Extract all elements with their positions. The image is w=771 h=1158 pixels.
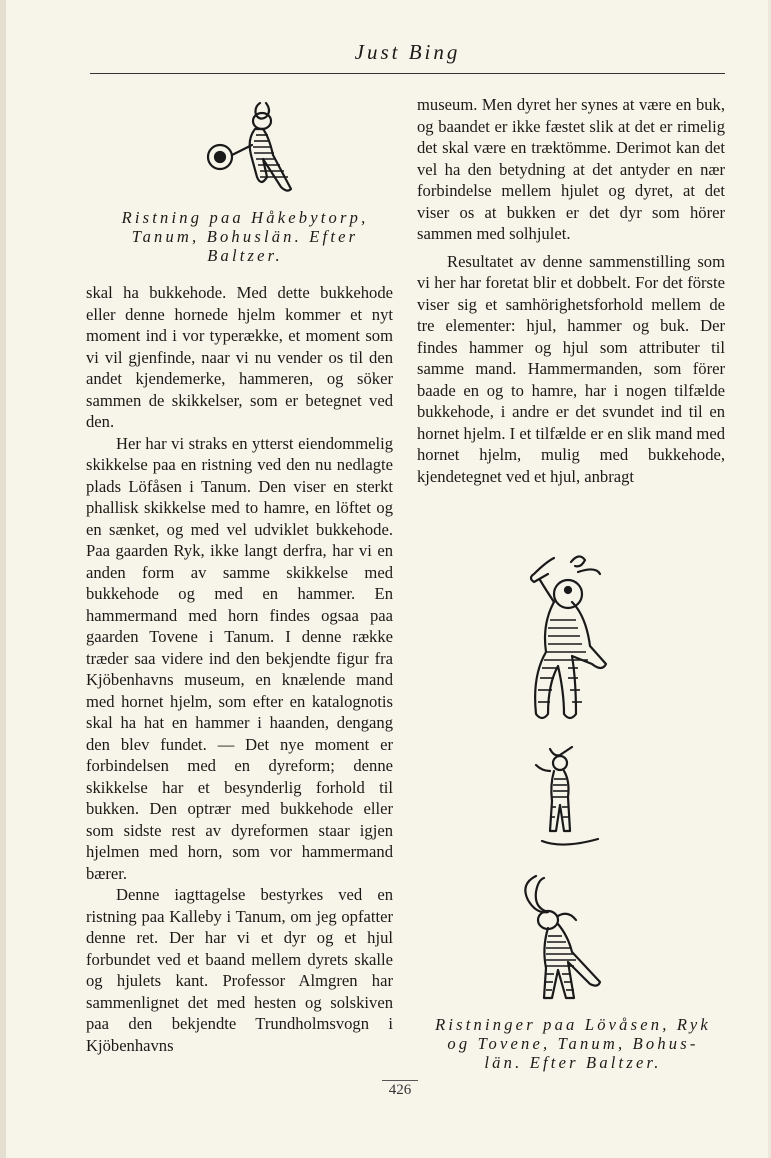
paragraph: Resultatet av denne sammenstilling som vi her har foretat blir et dobbelt. For det förste viser sig et samhörighetsforhold mellem de tre elementer: hjul, hammer og buk. Der findes hammer og hjul som attributer til samme mand. Hammermanden, som förer baade en og to hamre, har i nogen tilfælde bukkehode, i andre er det svundet ind til en hornet hjelm. I et tilfælde er en slik mand med hornet hjelm, mulig med bukkehode, kjendetegnet ved et hjul, anbragt bbox=[417, 251, 725, 486]
left-column bbox=[86, 282, 393, 1056]
caption-line: Ristning paa Håkebytorp, bbox=[121, 208, 369, 227]
caption-line: län. Efter Baltzer. bbox=[484, 1053, 662, 1072]
rock-carving-hammer-man-small-icon bbox=[528, 745, 603, 850]
figure-caption-top bbox=[100, 208, 390, 265]
rock-carving-figure-with-wheel-icon bbox=[200, 95, 300, 200]
caption-line: Ristninger paa Lövåsen, Ryk bbox=[435, 1015, 711, 1034]
paragraph: museum. Men dyret her synes at være en buk, og baandet er ikke fæstet slik at det er rimelig det skal være en træktömme. Derimot kan det vel ha den betydning at det antyder en nær forbindelse mellem hjulet og dyret, at det viser os at bukken er det dyr som hörer sammen med solhjulet. bbox=[417, 95, 725, 243]
caption-line: Tanum, Bohuslän. Efter bbox=[131, 227, 359, 246]
rock-carving-horned-man-icon bbox=[518, 870, 618, 1005]
header-rule bbox=[90, 73, 725, 74]
page-number-rule bbox=[382, 1080, 418, 1081]
caption-line: Baltzer. bbox=[207, 246, 283, 265]
paragraph: Denne iagttagelse bestyrkes ved en ristning paa Kalleby i Tanum, om jeg opfatter denne ret. Der har vi et dyr og et hjul forbundet ved et baand mellem dyrets skalle og hjulets kant. Professor Almgren har sammenlignet det med hesten og solskiven paa den bekjendte Trundholmsvogn i Kjöbenhavns bbox=[86, 885, 393, 1055]
running-title: Just Bing bbox=[354, 40, 461, 64]
paragraph: skal ha bukkehode. Med dette bukkehode eller denne hornede hjelm kommer et nyt moment ind i vor typerække, et moment som vi vil gjenfinde, naar vi nu vender os til den andet kjendemerke, hammeren, og söker sammen de skikkelser, som er betegnet ved den. bbox=[86, 283, 393, 431]
right-column bbox=[417, 94, 725, 487]
caption-line: og Tovene, Tanum, Bohus- bbox=[447, 1034, 699, 1053]
figure-caption-right bbox=[412, 1015, 734, 1072]
page-number: 426 bbox=[388, 1082, 412, 1098]
paragraph: Her har vi straks en ytterst eiendommelig skikkelse paa en ristning ved den nu nedlagte plads Löfåsen i Tanum. Den viser en sterkt phallisk skikkelse med to hamre, en löftet og en sænket, og med vel udviklet bukkehode. Paa gaarden Ryk, ikke langt derfra, har vi en anden form av samme skikkelse med bukkehode og med en hammer. En hammermand med horn findes ogsaa paa gaarden Tovene i Tanum. I denne række træder saa videre ind den bekjendte figur fra Kjöbenhavns museum, en knælende mand med hornet hjelm, som efter en katalognotis skal ha hat en hammer i haanden, dengang den blev fundet. — Det nye moment er forbindelsen med en dyreform; denne skikkelse har et besynderlig forhold til bukken. Den optrær med bukkehode eller som sidste rest av dyreformen staar igjen hjelmen med horn, som vor hammermand bærer. bbox=[86, 433, 393, 883]
rock-carving-hammer-man-large-icon bbox=[516, 550, 616, 725]
